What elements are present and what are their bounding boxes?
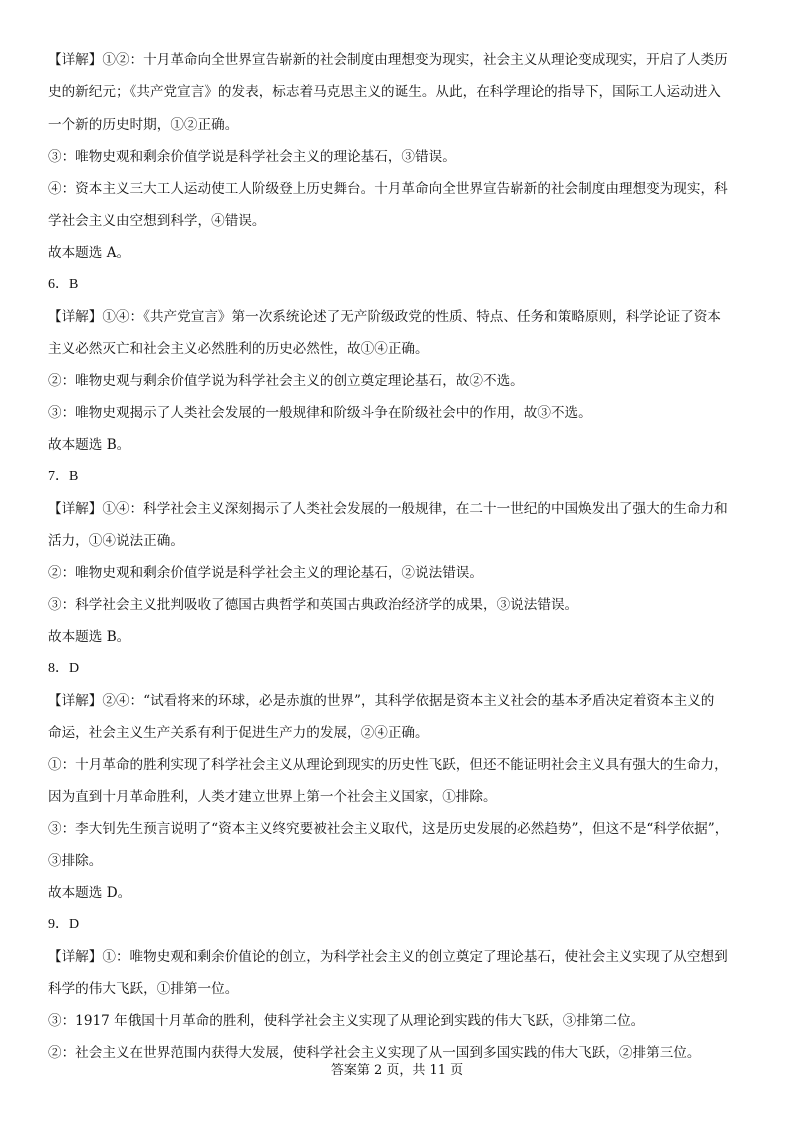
text-line: 【详解】①④：《共产党宣言》第一次系统论述了无产阶级政党的性质、特点、任务和策略原则，科学论证了资本 [48,309,721,325]
text-line: 【详解】②④：“试看将来的环球，必是赤旗的世界”，其科学依据是资本主义社会的基本矛盾决定着资本主义的 [48,693,715,709]
question-number: 7．B [48,469,79,484]
text-line: 史的新纪元；《共产党宣言》的发表，标志着马克思主义的诞生。从此，在科学理论的指导下，国际工人运动进入 [48,84,721,100]
text-line: ②：社会主义在世界范围内获得大发展，使科学社会主义实现了从一国到多国实践的伟大飞跃，②排第三位。 [48,1045,701,1061]
text-line: 故本题选 A。 [48,245,131,261]
text-line: ①：十月革命的胜利实现了科学社会主义从理论到现实的历史性飞跃，但还不能证明社会主义具有强大的生命力， [48,757,728,773]
text-line: 【详解】①④：科学社会主义深刻揭示了人类社会发展的一般规律，在二十一世纪的中国焕发出了强大的生命力和 [48,501,728,517]
question-number: 9．D [48,917,80,932]
text-line: 学社会主义由空想到科学，④错误。 [48,213,266,229]
text-line: 【详解】①②：十月革命向全世界宣告崭新的社会制度由理想变为现实，社会主义从理论变成现实，开启了人类历 [48,52,728,68]
question-number: 8．D [48,661,80,676]
text-line: 故本题选 B。 [48,437,131,453]
text-line: 故本题选 D。 [48,885,132,901]
text-line: ③：李大钊先生预言说明了“资本主义终究要被社会主义取代，这是历史发展的必然趋势”，但这不是“科学依据”， [48,821,729,837]
text-line: ②：唯物史观和剩余价值学说是科学社会主义的理论基石，②说法错误。 [48,565,483,581]
text-line: 科学的伟大飞跃，①排第一位。 [48,981,239,997]
question-number: 6．B [48,277,79,292]
text-line: ③：唯物史观和剩余价值学说是科学社会主义的理论基石，③错误。 [48,149,456,165]
text-line: 主义必然灭亡和社会主义必然胜利的历史必然性，故①④正确。 [48,341,429,357]
text-line: 一个新的历史时期，①②正确。 [48,117,239,133]
text-line: 因为直到十月革命胜利，人类才建立世界上第一个社会主义国家，①排除。 [48,789,497,805]
text-line: 故本题选 B。 [48,629,131,645]
text-line: ③排除。 [48,853,103,869]
text-line: ③：1917 年俄国十月革命的胜利，使科学社会主义实现了从理论到实践的伟大飞跃，③排第二位。 [48,1013,645,1029]
text-line: ②：唯物史观与剩余价值学说为科学社会主义的创立奠定理论基石，故②不选。 [48,373,524,389]
text-line: ③：唯物史观揭示了人类社会发展的一般规律和阶级斗争在阶级社会中的作用，故③不选。 [48,405,592,421]
text-line: ③：科学社会主义批判吸收了德国古典哲学和英国古典政治经济学的成果，③说法错误。 [48,597,579,613]
page-footer: 答案第 2 页，共 11 页 [330,1063,464,1078]
text-line: 【详解】①：唯物史观和剩余价值论的创立，为科学社会主义的创立奠定了理论基石，使社会主义实现了从空想到 [48,949,728,965]
text-line: 命运，社会主义生产关系有利于促进生产力的发展，②④正确。 [48,725,429,741]
text-line: ④：资本主义三大工人运动使工人阶级登上历史舞台。十月革命向全世界宣告崭新的社会制度由理想变为现实，科 [48,181,728,197]
text-line: 活力，①④说法正确。 [48,533,184,549]
